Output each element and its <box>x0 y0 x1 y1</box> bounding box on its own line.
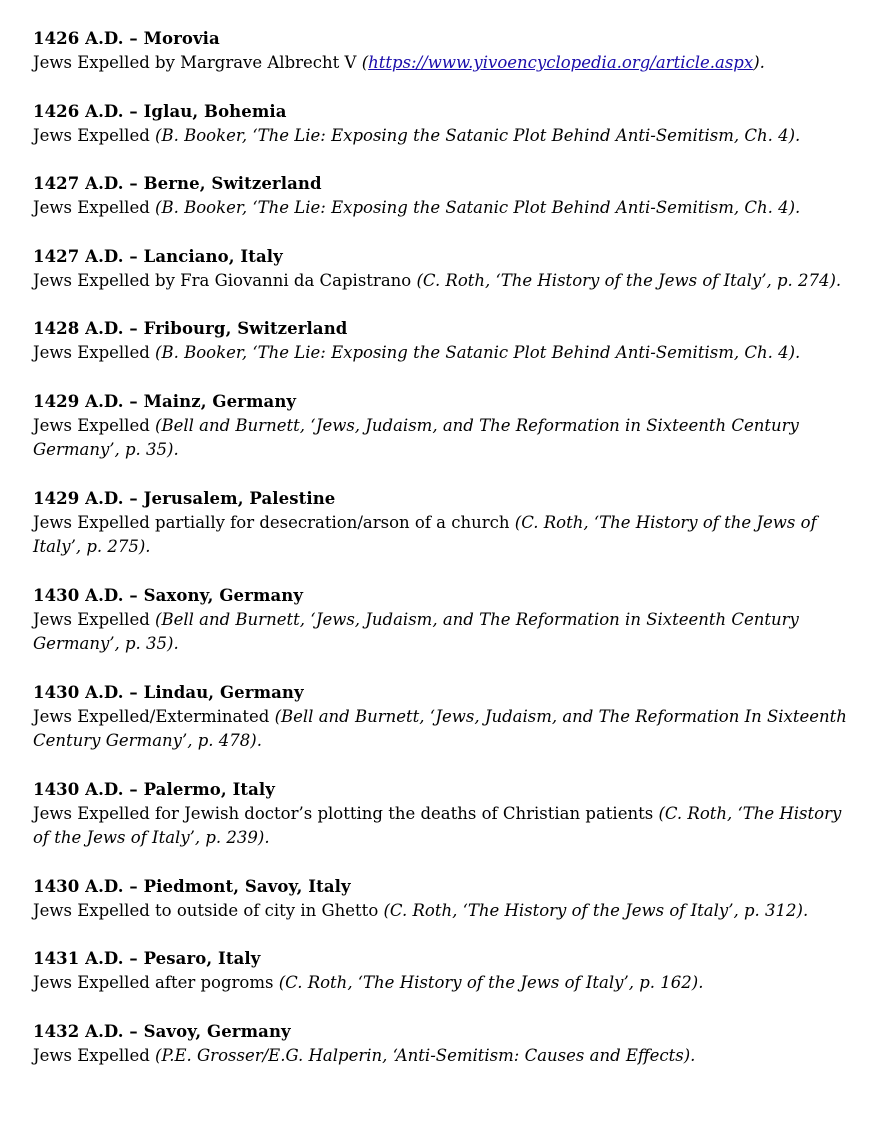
document-page <box>33 27 848 1092</box>
entry-1427-lanciano <box>33 245 848 294</box>
entry-body <box>33 341 848 366</box>
entry-heading: 1427 A.D. – Lanciano, Italy <box>33 246 283 266</box>
entry-text: Jews Expelled by Fra Giovanni da Capistrano <box>33 270 417 290</box>
entry-heading: 1429 A.D. – Jerusalem, Palestine <box>33 488 336 508</box>
entry-text: Jews Expelled <box>33 198 156 217</box>
entry-text: Jews Expelled/Exterminated <box>33 706 275 726</box>
entry-1429-jerusalem <box>33 487 848 560</box>
entry-1430-piedmont <box>33 875 848 924</box>
entry-text: Jews Expelled <box>33 343 156 362</box>
entry-heading: 1426 A.D. – Morovia <box>33 29 220 48</box>
entry-heading: 1429 A.D. – Mainz, Germany <box>33 391 297 411</box>
entry-heading: 1426 A.D. – Iglau, Bohemia <box>33 101 287 121</box>
entry-body <box>33 124 848 149</box>
entry-citation: (P.E. Grosser/E.G. Halperin, ‘Anti-Semitism: Causes and Effects). <box>155 1045 696 1065</box>
entry-body <box>33 269 848 294</box>
entry-citation: (C. Roth, ‘The History of the Jews of Italy’, p. 312). <box>383 900 809 920</box>
entry-text: Jews Expelled <box>33 415 156 435</box>
source-link[interactable]: https://www.yivoencyclopedia.org/article.aspx <box>368 53 754 72</box>
entry-body <box>33 1044 848 1069</box>
entry-1430-saxony <box>33 584 848 657</box>
entry-citation: (B. Booker, ‘The Lie: Exposing the Satanic Plot Behind Anti-Semitism, Ch. 4). <box>155 198 801 217</box>
entry-body <box>33 802 848 851</box>
entry-text: Jews Expelled after pogroms <box>33 973 279 992</box>
entry-body <box>33 608 848 657</box>
entry-citation: (Bell and Burnett, ‘Jews, Judaism, and The Reformation in Sixteenth Century Germany’, p. 35). <box>33 609 799 653</box>
entry-citation: (B. Booker, ‘The Lie: Exposing the Satanic Plot Behind Anti-Semitism, Ch. 4). <box>155 343 801 362</box>
entry-body <box>33 414 848 463</box>
entry-1427-berne <box>33 172 848 221</box>
entry-body <box>33 196 848 221</box>
entry-heading: 1432 A.D. – Savoy, Germany <box>33 1021 291 1041</box>
entry-1426-morovia <box>33 27 848 76</box>
entry-text: Jews Expelled <box>33 1045 156 1065</box>
entry-citation <box>362 53 765 72</box>
entry-citation: (C. Roth, ‘The History of the Jews of Italy’, p. 162). <box>278 973 704 992</box>
entry-1432-savoy <box>33 1020 848 1069</box>
entry-text: Jews Expelled partially for desecration/arson of a church <box>33 512 515 532</box>
entry-body <box>33 971 848 996</box>
entry-heading: 1431 A.D. – Pesaro, Italy <box>33 949 261 968</box>
entry-text: Jews Expelled by Margrave Albrecht V <box>33 53 362 72</box>
entry-heading: 1430 A.D. – Piedmont, Savoy, Italy <box>33 876 351 896</box>
entry-body <box>33 899 848 924</box>
entry-1429-mainz <box>33 390 848 463</box>
entry-1430-lindau <box>33 681 848 754</box>
entry-1426-iglau <box>33 100 848 149</box>
entry-citation: (Bell and Burnett, ‘Jews, Judaism, and The Reformation In Sixteenth Century Germany’, p. 478). <box>33 706 847 750</box>
entry-text: Jews Expelled to outside of city in Ghetto <box>33 900 384 920</box>
entry-1428-fribourg <box>33 317 848 366</box>
citation-close-paren: ). <box>753 53 765 72</box>
entry-heading: 1427 A.D. – Berne, Switzerland <box>33 174 322 193</box>
citation-open-paren: ( <box>361 53 369 72</box>
entry-text: Jews Expelled <box>33 609 156 629</box>
entry-heading: 1430 A.D. – Lindau, Germany <box>33 682 304 702</box>
entry-citation: (C. Roth, ‘The History of the Jews of Italy’, p. 274). <box>416 270 842 290</box>
entry-heading: 1428 A.D. – Fribourg, Switzerland <box>33 319 348 338</box>
entry-citation: (C. Roth, ‘The History of the Jews of Italy’, p. 275). <box>33 512 817 556</box>
entry-1430-palermo <box>33 778 848 851</box>
entry-citation: (C. Roth, ‘The History of the Jews of Italy’, p. 239). <box>33 803 842 847</box>
entry-text: Jews Expelled for Jewish doctor’s plotting the deaths of Christian patients <box>33 803 659 823</box>
entry-citation: (Bell and Burnett, ‘Jews, Judaism, and The Reformation in Sixteenth Century Germany’, p. 35). <box>33 415 799 459</box>
entry-body <box>33 51 848 76</box>
entry-citation: (B. Booker, ‘The Lie: Exposing the Satanic Plot Behind Anti-Semitism, Ch. 4). <box>155 125 801 145</box>
entry-heading: 1430 A.D. – Palermo, Italy <box>33 779 275 799</box>
entry-body <box>33 705 848 754</box>
entry-text: Jews Expelled <box>33 125 156 145</box>
entry-body <box>33 511 848 560</box>
entry-heading: 1430 A.D. – Saxony, Germany <box>33 585 304 605</box>
entry-1431-pesaro <box>33 947 848 996</box>
